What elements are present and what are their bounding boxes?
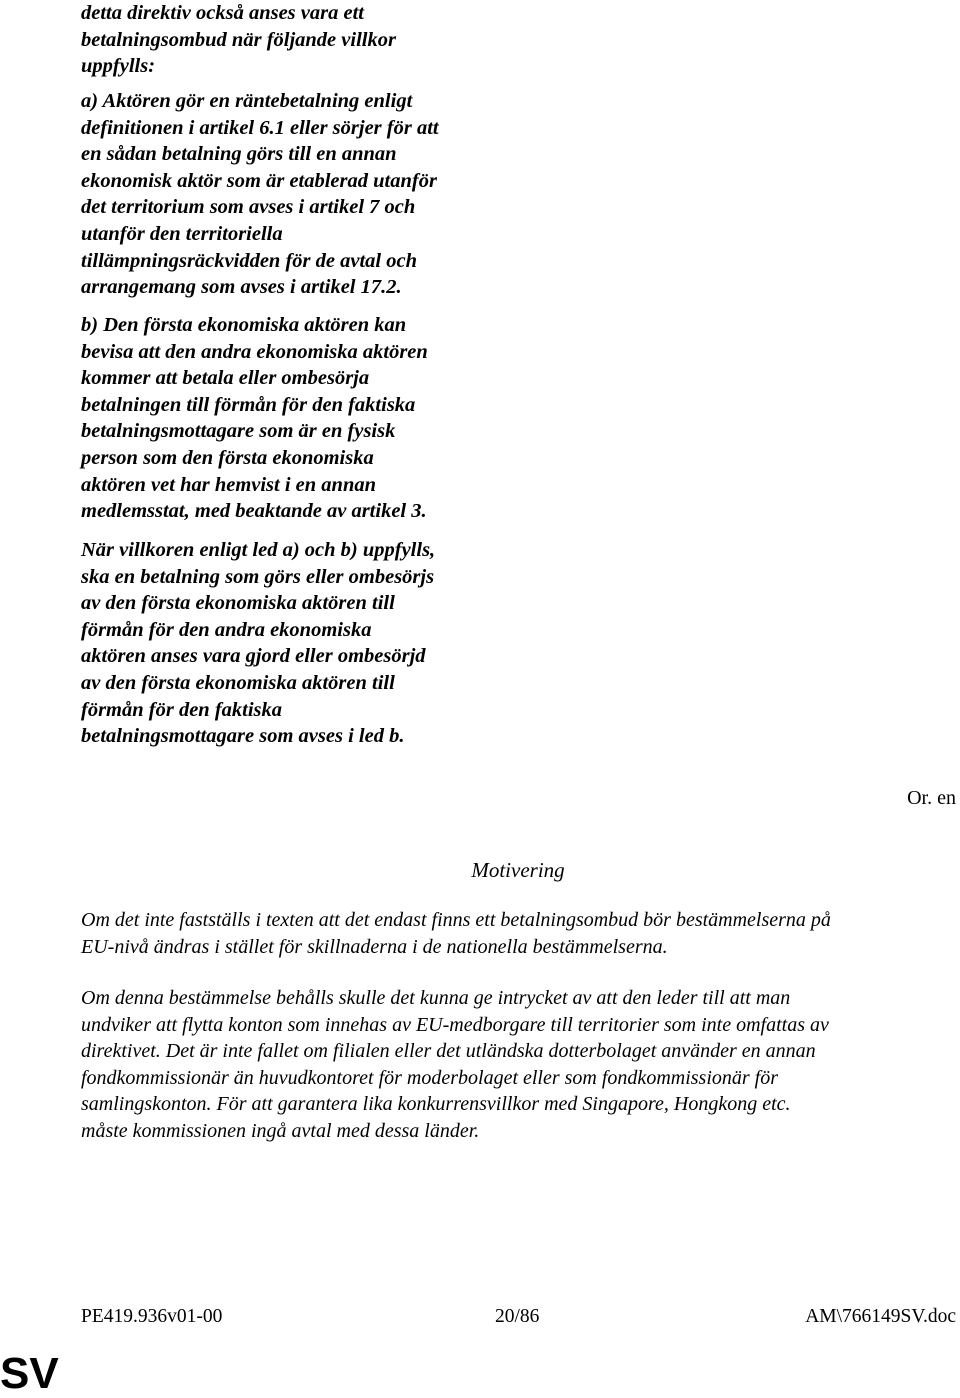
original-language-label: Or. en	[907, 787, 956, 809]
amendment-paragraph: detta direktiv också anses vara ett betalningsombud när följande villkor uppfylls:	[81, 2, 396, 78]
justification-heading: Motivering	[471, 858, 565, 882]
justification-block-1	[81, 907, 960, 960]
justification-paragraph: Om det inte fastställs i texten att det endast finns ett betalningsombud bör bestämmelserna på EU-nivå ändras i stället för skillnaderna i de nationella bestämmelserna.	[81, 909, 831, 958]
amendment-paragraph: b) Den första ekonomiska aktören kan bevisa att den andra ekonomiska aktören kommer att betala eller ombesörja betalningen till förmån för den faktiska betalningsmottagare som är en fysisk person som den första ekonomiska aktören vet har hemvist i en annan medlemsstat, med beaktande av artikel 3.	[81, 314, 428, 523]
amendment-paragraph-b	[81, 312, 501, 525]
amendment-paragraph: När villkoren enligt led a) och b) uppfylls, ska en betalning som görs eller ombesörjs av den första ekonomiska aktören till förmån för den andra ekonomiska aktören anses vara gjord eller ombesörjd av den första ekonomiska aktören till förmån för den faktiska betalningsmottagare som avses i led b.	[81, 539, 436, 748]
amendment-text-column	[81, 0, 501, 80]
footer-document-name: AM\766149SV.doc	[805, 1306, 956, 1327]
amendment-paragraph-conditions	[81, 537, 501, 750]
justification-block-2	[81, 985, 960, 1144]
justification-paragraph: Om denna bestämmelse behålls skulle det kunna ge intrycket av att den leder till att man undviker att flytta konton som innehas av EU-medborgare till territorier som inte omfattas av direktivet. Det är inte fallet om filialen eller det utländska dotterbolaget använder en annan fondkommissionär än huvudkontoret för moderbolaget eller som fondkommissionär för samlingskonton. För att garantera lika konkurrensvillkor med Singapore, Hongkong etc. måste kommissionen ingå avtal med dessa länder.	[81, 987, 829, 1142]
amendment-paragraph-a	[81, 88, 501, 301]
language-code: SV	[0, 1349, 59, 1398]
footer-page-number: 20/86	[495, 1306, 540, 1327]
amendment-paragraph: a) Aktören gör en räntebetalning enligt definitionen i artikel 6.1 eller sörjer för att en sådan betalning görs till en annan ekonomisk aktör som är etablerad utanför det territorium som avses i artikel 7 och utanför den territoriella tillämpningsräckvidden för de avtal och arrangemang som avses i artikel 17.2.	[81, 90, 439, 299]
footer-reference: PE419.936v01-00	[81, 1306, 223, 1327]
